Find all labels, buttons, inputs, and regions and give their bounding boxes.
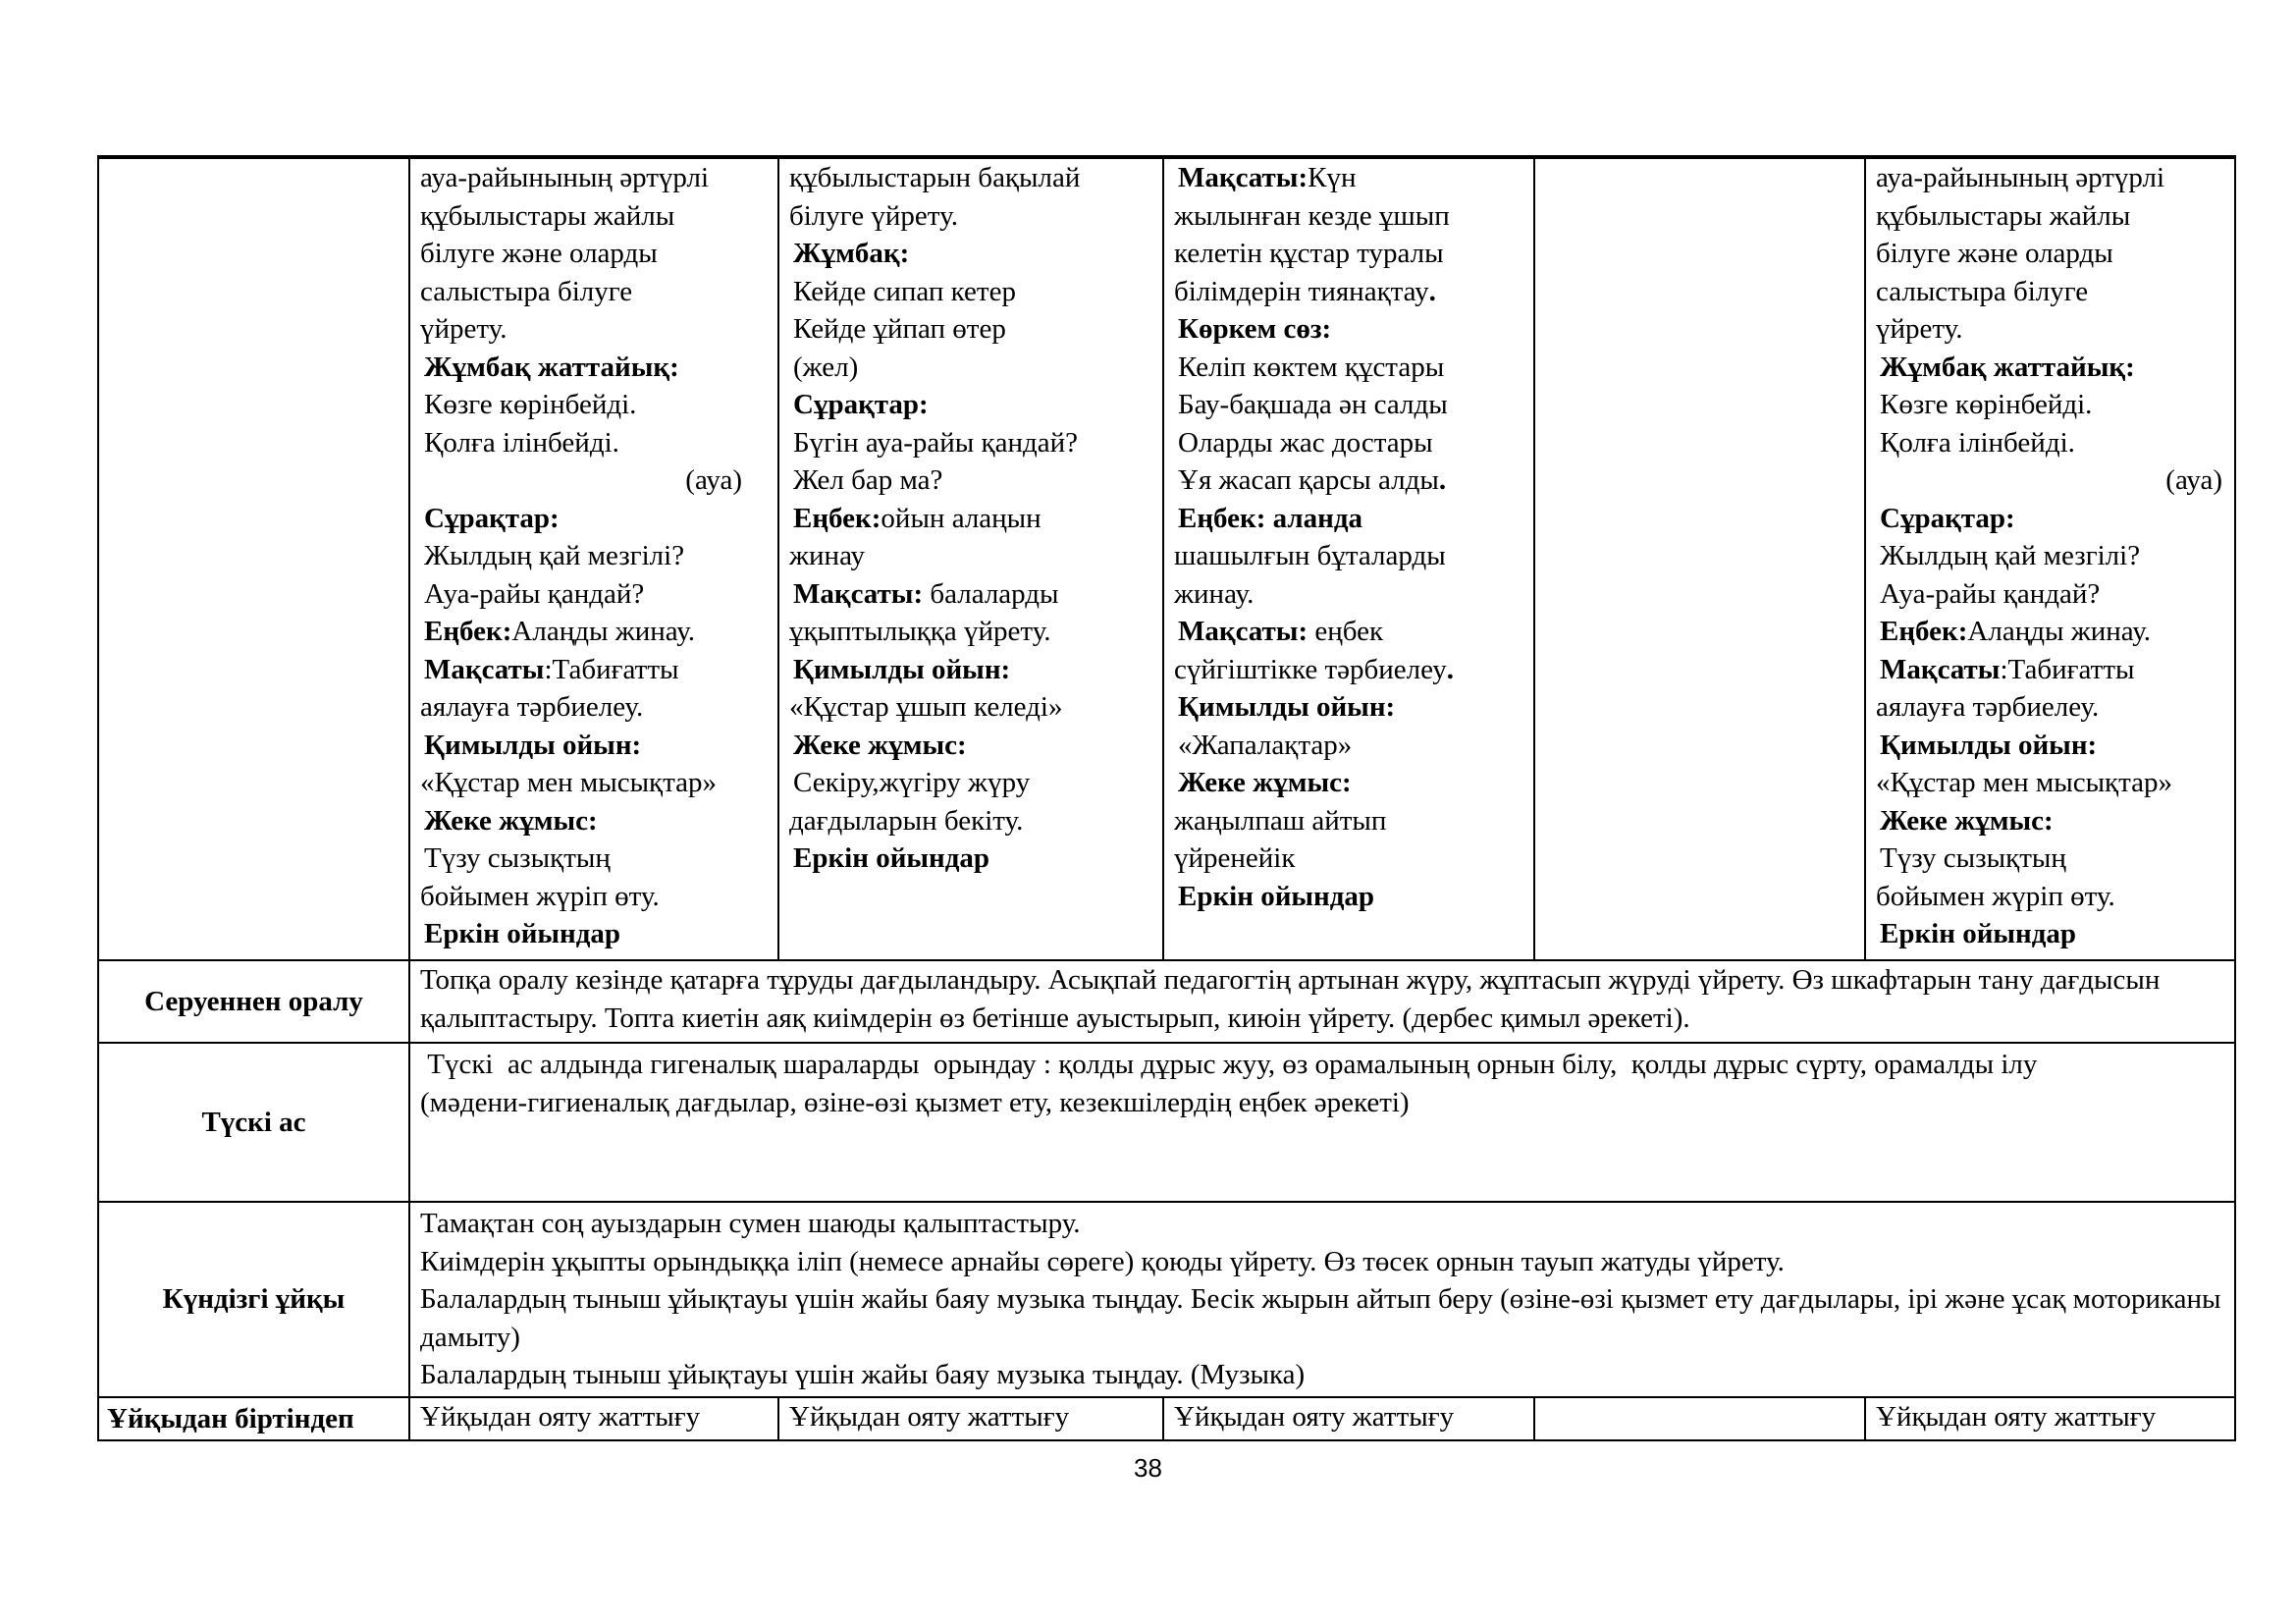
goal-text: :Табиғатты xyxy=(2000,653,2135,685)
individual-line: Түзу сызықтың xyxy=(424,842,611,874)
question-line: Бүгін ауа-райы қандай? xyxy=(793,426,1079,459)
wakeup-cell-1: Ұйқыдан ояту жаттығу xyxy=(409,1397,778,1440)
schedule-table xyxy=(97,155,2236,1441)
questions-heading: Сұрақтар: xyxy=(424,502,560,534)
goal-text-last: білімдерін тиянақтау. xyxy=(1174,275,1436,307)
goal-text: балаларды xyxy=(923,577,1059,610)
lunch-paragraph: Түскі ас алдында гигеналық шараларды орындау : қолды дұрыс жуу, өз орамалының орнын білу, қолды дұрыс сүрту, орамалды ілу xyxy=(420,1049,2038,1080)
wakeup-cell-4 xyxy=(1534,1397,1865,1440)
goal-text: аялауға тәрбиелеу. xyxy=(1876,691,2100,723)
poem-line: Келіп көктем құстары xyxy=(1178,351,1445,383)
work-text: Алаңды жинау. xyxy=(1967,616,2152,647)
questions-heading: Сұрақтар: xyxy=(793,389,929,420)
work-heading: Еңбек: аланда xyxy=(1178,502,1363,534)
poem-line: Бау-бақшада ән салды xyxy=(1178,389,1448,420)
game-heading: Қимылды ойын: xyxy=(424,729,642,761)
lunch-row xyxy=(98,1043,2235,1202)
day-cell-5 xyxy=(1865,157,2235,960)
row-label-nap: Күндізгі ұйқы xyxy=(98,1202,409,1397)
walk-activities-row xyxy=(98,157,2235,960)
text-line: құбылыстарын бақылай xyxy=(789,162,1081,193)
row-label-wakeup: Ұйқыдан біртіндеп xyxy=(98,1397,409,1440)
row-label-return-walk: Серуеннен оралу xyxy=(98,960,409,1043)
goal-line xyxy=(1876,651,2234,689)
goal-line xyxy=(1174,613,1533,651)
individual-heading: Жеке жұмыс: xyxy=(793,729,967,761)
game-heading: Қимылды ойын: xyxy=(1880,729,2098,761)
question-line: Ауа-райы қандай? xyxy=(1880,577,2101,610)
work-text: жинау. xyxy=(1174,577,1255,610)
row-label-lunch: Түскі ас xyxy=(98,1043,409,1202)
individual-line: жаңылпаш айтып xyxy=(1174,804,1387,837)
return-walk-paragraph: Топқа оралу кезінде қатарға тұруды дағдыландыру. Асықпай педагогтің артынан жүру, жұптасып жүруді үйрету. Өз шкафтарын тану дағдысын қалыптастыру. Топта киетін аяқ киімдерін өз бетінше ауыстырып, киюін үйрету. (дербес қимыл әрекеті). xyxy=(420,964,2161,1034)
work-label: Еңбек: xyxy=(424,616,512,647)
individual-line: бойымен жүріп өту. xyxy=(1876,880,2115,912)
goal-text: келетін құстар туралы xyxy=(1174,238,1444,269)
work-text: ойын алаңын xyxy=(881,502,1041,534)
work-label: Еңбек: xyxy=(1880,616,1968,647)
day-cell-1 xyxy=(409,157,778,960)
work-line xyxy=(420,613,777,651)
question-line: Жылдың қай мезгілі? xyxy=(424,540,685,571)
riddle-heading: Жұмбақ: xyxy=(793,238,910,269)
wakeup-cell-2: Ұйқыдан ояту жаттығу xyxy=(778,1397,1163,1440)
poem-line-last: Ұя жасап қарсы алды. xyxy=(1178,464,1447,496)
nap-paragraph: Балалардың тыныш ұйықтауы үшін жайы баяу музыка тыңдау. Бесік жырын айтып беру (өзіне-өзі қызмет ету дағдылары, ірі және ұсақ моториканы дамыту) xyxy=(420,1283,2221,1353)
text-line: білуге және оларды xyxy=(420,238,658,269)
individual-heading: Жеке жұмыс: xyxy=(1178,767,1352,798)
wakeup-cell-3: Ұйқыдан ояту жаттығу xyxy=(1163,1397,1534,1440)
individual-line: Түзу сызықтың xyxy=(1880,842,2066,874)
game-heading: Қимылды ойын: xyxy=(793,653,1011,685)
day-cell-2 xyxy=(778,157,1163,960)
free-games: Еркін ойындар xyxy=(1880,918,2077,949)
game-heading: Қимылды ойын: xyxy=(1178,691,1396,723)
goal-label: Мақсаты: xyxy=(793,577,924,610)
goal-label: Мақсаты xyxy=(1880,653,2001,685)
individual-line: үйренейік xyxy=(1174,842,1296,874)
work-line xyxy=(789,500,1162,538)
question-line: Жел бар ма? xyxy=(793,464,943,496)
text-line: құбылыстары жайлы xyxy=(420,199,675,232)
day-cell-3 xyxy=(1163,157,1534,960)
goal-text: Күн xyxy=(1308,162,1357,193)
riddle-heading: Жұмбақ жаттайық: xyxy=(1880,351,2135,383)
text-line: білуге үйрету. xyxy=(789,199,958,232)
return-walk-text xyxy=(409,960,2235,1043)
poem-line: Оларды жас достары xyxy=(1178,426,1433,459)
riddle-line: Көзге көрінбейді. xyxy=(424,389,637,420)
free-games: Еркін ойындар xyxy=(1178,880,1375,912)
individual-line: Секіру,жүгіру жүру xyxy=(793,767,1031,798)
row-label-empty xyxy=(98,157,409,960)
text-line: ауа-райынының әртүрлі xyxy=(1876,162,2165,193)
riddle-answer: (ауа) xyxy=(2165,464,2222,496)
goal-text: еңбек xyxy=(1308,616,1384,647)
individual-line: дағдыларын бекіту. xyxy=(789,804,1024,837)
lunch-paragraph: (мәдени-гигиеналық дағдылар, өзіне-өзі қызмет ету, кезекшілердің еңбек әрекеті) xyxy=(420,1086,1410,1118)
goal-text: білімдерін тиянақтау xyxy=(1174,275,1429,307)
riddle-line: Қолға ілінбейді. xyxy=(1880,426,2075,459)
goal-text: аялауға тәрбиелеу. xyxy=(420,691,644,723)
text-line: құбылыстары жайлы xyxy=(1876,199,2131,232)
goal-text-last: сүйгіштікке тәрбиелеу. xyxy=(1174,653,1455,685)
goal-line xyxy=(789,575,1162,614)
work-line xyxy=(1876,613,2234,651)
riddle-line: (жел) xyxy=(793,351,859,383)
nap-row xyxy=(98,1202,2235,1397)
page-number: 38 xyxy=(1134,1453,1162,1483)
work-label: Еңбек: xyxy=(793,502,881,534)
game-name: «Құстар мен мысықтар» xyxy=(420,767,718,798)
individual-heading: Жеке жұмыс: xyxy=(424,804,598,837)
goal-line xyxy=(1174,159,1533,197)
goal-line xyxy=(420,651,777,689)
goal-text: ұқыптылыққа үйрету. xyxy=(789,616,1051,647)
day-cell-4-empty xyxy=(1534,157,1865,960)
poem-line: Ұя жасап қарсы алды xyxy=(1178,464,1439,496)
text-line: салыстыра білуге xyxy=(420,275,633,307)
riddle-answer: (ауа) xyxy=(685,464,742,496)
text-line: ауа-райынының әртүрлі xyxy=(420,162,710,193)
return-walk-row xyxy=(98,960,2235,1043)
poem-heading: Көркем сөз: xyxy=(1178,313,1332,345)
question-line: Ауа-райы қандай? xyxy=(424,577,645,610)
free-games: Еркін ойындар xyxy=(424,918,621,949)
goal-text: жылынған кезде ұшып xyxy=(1174,199,1450,232)
riddle-heading: Жұмбақ жаттайық: xyxy=(424,351,679,383)
wakeup-cell-5: Ұйқыдан ояту жаттығу xyxy=(1865,1397,2235,1440)
riddle-line: Кейде сипап кетер xyxy=(793,275,1016,307)
work-text: жинау xyxy=(789,540,865,571)
questions-heading: Сұрақтар: xyxy=(1880,502,2015,534)
goal-text: сүйгіштікке тәрбиелеу xyxy=(1174,653,1447,685)
goal-label: Мақсаты: xyxy=(1178,616,1308,647)
individual-line: бойымен жүріп өту. xyxy=(420,880,660,912)
work-text: Алаңды жинау. xyxy=(511,616,696,647)
free-games: Еркін ойындар xyxy=(793,842,990,874)
text-line: үйрету. xyxy=(1876,313,1963,345)
individual-heading: Жеке жұмыс: xyxy=(1880,804,2054,837)
text-line: үйрету. xyxy=(420,313,507,345)
text-line: салыстыра білуге xyxy=(1876,275,2089,307)
game-name: «Құстар мен мысықтар» xyxy=(1876,767,2173,798)
game-name: «Жапалақтар» xyxy=(1178,729,1353,761)
riddle-line: Қолға ілінбейді. xyxy=(424,426,619,459)
goal-label: Мақсаты: xyxy=(1178,162,1308,193)
text-line: білуге және оларды xyxy=(1876,238,2113,269)
goal-text: :Табиғатты xyxy=(544,653,679,685)
nap-paragraph: Тамақтан соң ауыздарын сумен шаюды қалыптастыру. xyxy=(420,1208,1081,1239)
goal-label: Мақсаты xyxy=(424,653,545,685)
nap-text xyxy=(409,1202,2235,1397)
question-line: Жылдың қай мезгілі? xyxy=(1880,540,2141,571)
nap-paragraph: Киімдерін ұқыпты орындыққа іліп (немесе арнайы сөреге) қоюды үйрету. Өз төсек орнын тауып жатуды үйрету. xyxy=(420,1245,1785,1277)
wakeup-row xyxy=(98,1397,2235,1440)
riddle-line: Кейде ұйпап өтер xyxy=(793,313,1006,345)
riddle-line: Көзге көрінбейді. xyxy=(1880,389,2093,420)
work-text: шашылғын бұталарды xyxy=(1174,540,1446,571)
nap-paragraph: Балалардың тыныш ұйықтауы үшін жайы баяу музыка тыңдау. (Музыка) xyxy=(420,1359,1306,1390)
lunch-text xyxy=(409,1043,2235,1202)
game-name: «Құстар ұшып келеді» xyxy=(789,691,1063,723)
